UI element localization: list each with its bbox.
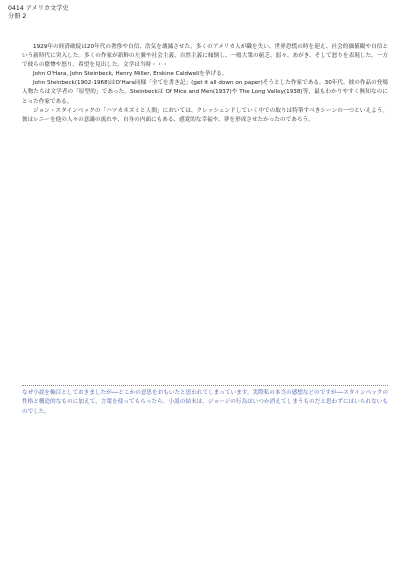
note-paragraph: なぜ小説を軸目としておきましたが──とこかの意思をおもいたと思われてしまっています。実際私の本当の感想などのですが──スタインベックの性格と構造的なものに加えて、言葉を使ってもらったら、小説の結末は、ジョージの行為はいつか消えてしまうものだと思わずにはいられないものでした。 xyxy=(22,390,388,415)
annotation-note xyxy=(22,389,388,417)
essay-paragraph: ジョン・スタインベックの「ハツカネズミと人間」においては、クレッシェンドしていく中での取りは特筆すべきシーンの一つといえよう。彼はレニーを他の人々の意識の流れや、自身の内面にもある、感覚的な幸福や、夢を形成させたかったのであろう。 xyxy=(22,107,388,123)
essay-paragraph: John O'Hara, John Steinbeck, Henry Miller, Erskine Caldwellを挙げる。 xyxy=(33,71,228,78)
section-label: 分冊 2 xyxy=(8,13,27,20)
essay-body xyxy=(22,43,388,125)
essay-paragraph: 1929年の経済破綻は20年代の奢侈や自信、浩気を壊滅させた。多くのアメリカ人が職を失い、世界恐慌の時を迎え、社会的価値観や自信という新時代に突入した。多くの作家が新鮮の左翼や社会主義、自然主義に傾倒し、一般大衆の窮乏、弱々、あがき、そして怒りを表現した。一方で彼らの陰惨や怒り、希望を見出した。文学は当時・・・ xyxy=(22,44,388,69)
course-title: 0414 アメリカ文学史 xyxy=(8,5,69,12)
essay-paragraph: John Steinbeck(1902-1968)はO'Hara同様「全てを書き記」(get it all down on paper)そうとした作家である。30年代、彼の作品の登場人物たちは文学者の「原型的」であった。Steinbeckは Of Mice and Men(1937)や The Long Valley(1938)等、最もわかりやすく無知なのにとった作家である。 xyxy=(22,80,388,105)
section-divider xyxy=(22,385,388,386)
document-header xyxy=(8,5,69,21)
